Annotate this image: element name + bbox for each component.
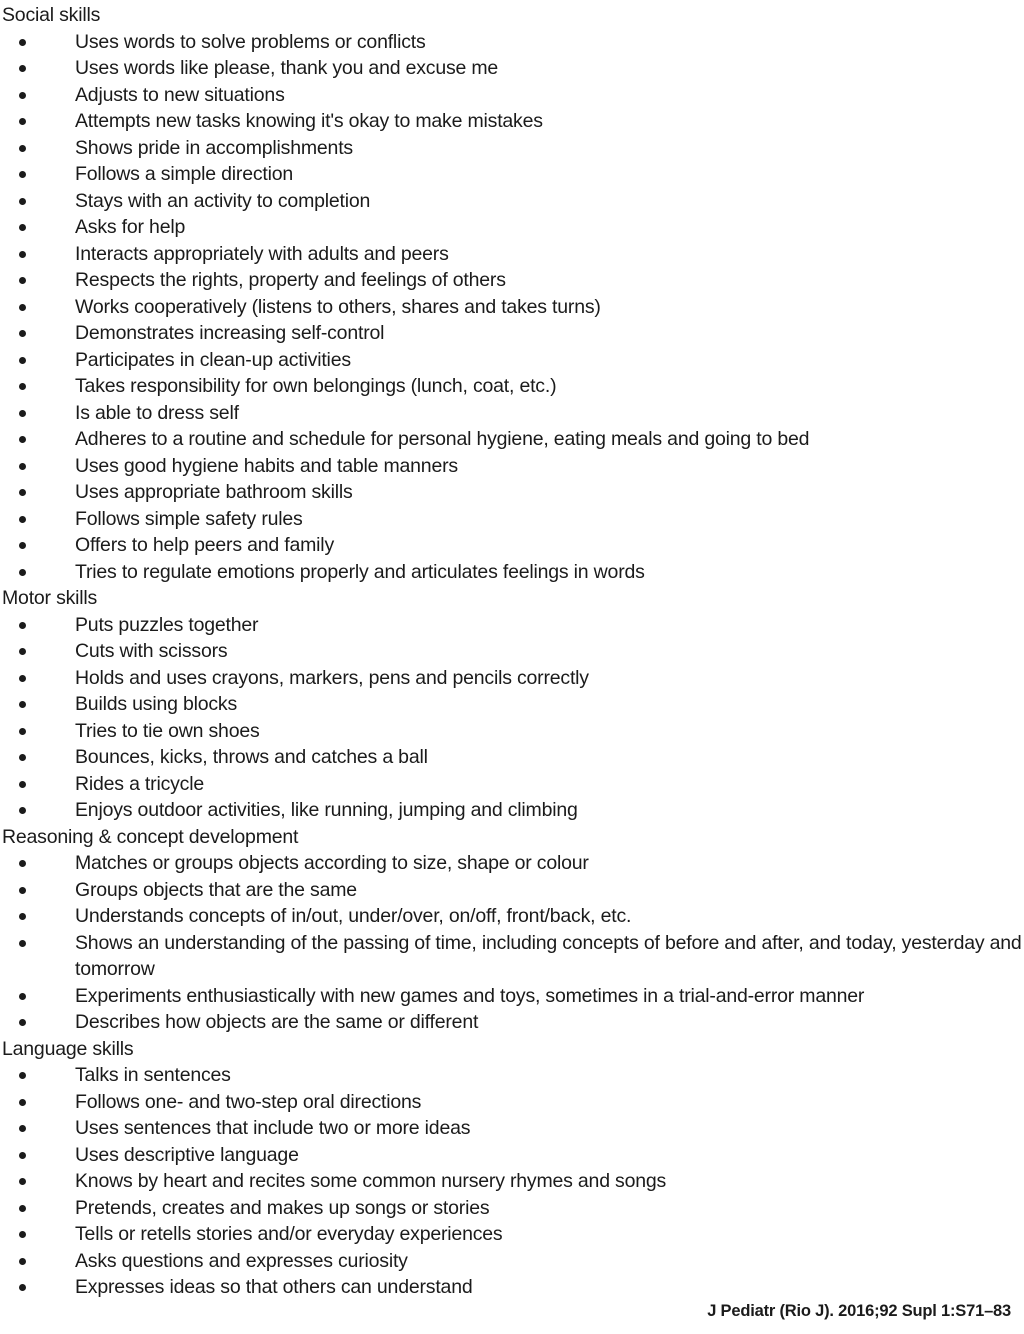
list-item-text: Adheres to a routine and schedule for personal hygiene, eating meals and going to bed — [75, 428, 810, 450]
bullet-icon — [19, 648, 26, 655]
list-item-text: Bounces, kicks, throws and catches a ball — [75, 746, 428, 768]
bullet-icon — [19, 277, 26, 284]
list-item-text: Cuts with scissors — [75, 640, 228, 662]
list-item-text: Groups objects that are the same — [75, 878, 357, 901]
list-item — [0, 135, 1024, 162]
list-item — [0, 612, 1024, 639]
bullet-icon — [19, 1019, 26, 1026]
list-item — [0, 373, 1024, 400]
list-item-text: Uses appropriate bathroom skills — [75, 481, 353, 503]
bullet-icon — [19, 92, 26, 99]
list-item-text: Uses good hygiene habits and table manners — [75, 454, 458, 477]
bullet-icon — [19, 65, 26, 72]
list-item — [0, 347, 1024, 374]
list-item — [0, 1142, 1024, 1169]
list-item — [0, 1062, 1024, 1089]
list-item — [0, 29, 1024, 56]
list-item-text: Tells or retells stories and/or everyday experiences — [75, 1223, 503, 1245]
bullet-icon — [19, 383, 26, 390]
list-item — [0, 214, 1024, 241]
bullet-icon — [19, 171, 26, 178]
list-item-text: Asks questions and expresses curiosity — [75, 1249, 408, 1272]
list-item-text: Stays with an activity to completion — [75, 189, 371, 212]
list-item — [0, 506, 1024, 533]
bullet-icon — [19, 1258, 26, 1265]
list-item — [0, 267, 1024, 294]
list-item-text: Works cooperatively (listens to others, shares and takes turns) — [75, 295, 601, 318]
list-item — [0, 479, 1024, 506]
bullet-icon — [19, 887, 26, 894]
list-item-text: Follows a simple direction — [75, 163, 294, 185]
list-item — [0, 82, 1024, 109]
bullet-icon — [19, 569, 26, 576]
bullet-icon — [19, 807, 26, 814]
bullet-icon — [19, 1231, 26, 1238]
bullet-icon — [19, 463, 26, 470]
list-item — [0, 718, 1024, 745]
bullet-icon — [19, 781, 26, 788]
bullet-icon — [19, 330, 26, 337]
list-item-text: Holds and uses crayons, markers, pens and pencils correctly — [75, 666, 589, 689]
section-heading-social-skills: Social skills — [2, 4, 101, 26]
bullet-icon — [19, 145, 26, 152]
list-item-text: Is able to dress self — [75, 401, 239, 424]
bullet-icon — [19, 436, 26, 443]
bullet-icon — [19, 913, 26, 920]
list-item — [0, 161, 1024, 188]
list-item-text: Uses words to solve problems or conflicts — [75, 30, 426, 53]
list-item-text: Builds using blocks — [75, 693, 238, 715]
list-item — [0, 744, 1024, 771]
list-item — [0, 108, 1024, 135]
bullet-icon — [19, 118, 26, 125]
bullet-icon — [19, 198, 26, 205]
list-item — [0, 930, 1024, 983]
list-item-text: Follows one- and two-step oral directions — [75, 1090, 422, 1113]
section-social-skills — [0, 2, 1024, 585]
list-item-text: Knows by heart and recites some common nursery rhymes and songs — [75, 1170, 667, 1192]
list-item-text: Attempts new tasks knowing it's okay to make mistakes — [75, 110, 543, 132]
list-item-text: Adjusts to new situations — [75, 83, 285, 106]
list-item-text: Uses descriptive language — [75, 1143, 299, 1166]
list-item-text: Shows pride in accomplishments — [75, 136, 353, 159]
list-item — [0, 1009, 1024, 1036]
list-item — [0, 1089, 1024, 1116]
bullet-icon — [19, 489, 26, 496]
list-item-text: Enjoys outdoor activities, like running, jumping and climbing — [75, 799, 578, 821]
list-item — [0, 453, 1024, 480]
list-item-text: Shows an understanding of the passing of time, including concepts of before and after, and today, yesterday and tomorrow — [75, 931, 1022, 980]
list-item — [0, 559, 1024, 586]
list-item — [0, 850, 1024, 877]
list-item — [0, 691, 1024, 718]
bullet-icon — [19, 940, 26, 947]
list-item-text: Matches or groups objects according to size, shape or colour — [75, 852, 589, 874]
bullet-icon — [19, 675, 26, 682]
bullet-icon — [19, 1072, 26, 1079]
list-item-text: Expresses ideas so that others can understand — [75, 1276, 473, 1298]
bullet-icon — [19, 1284, 26, 1291]
bullet-icon — [19, 542, 26, 549]
list-item-text: Offers to help peers and family — [75, 534, 334, 556]
bullet-icon — [19, 1125, 26, 1132]
list-item — [0, 1274, 1024, 1301]
section-reasoning-concept-development — [0, 824, 1024, 1036]
list-item-text: Tries to regulate emotions properly and articulates feelings in words — [75, 560, 645, 583]
bullet-icon — [19, 1205, 26, 1212]
section-heading-reasoning-concept-development: Reasoning & concept development — [2, 825, 299, 848]
bullet-icon — [19, 1178, 26, 1185]
bullet-icon — [19, 39, 26, 46]
list-item — [0, 877, 1024, 904]
bullet-icon — [19, 622, 26, 629]
list-item-text: Uses sentences that include two or more ideas — [75, 1117, 471, 1139]
list-item — [0, 294, 1024, 321]
bullet-icon — [19, 754, 26, 761]
list-item — [0, 771, 1024, 798]
list-item-text: Takes responsibility for own belongings (lunch, coat, etc.) — [75, 375, 557, 397]
list-item-text: Pretends, creates and makes up songs or stories — [75, 1196, 490, 1219]
list-item — [0, 1115, 1024, 1142]
section-motor-skills — [0, 585, 1024, 824]
list-item-text: Talks in sentences — [75, 1064, 231, 1086]
list-item — [0, 903, 1024, 930]
bullet-icon — [19, 224, 26, 231]
list-item-text: Tries to tie own shoes — [75, 719, 260, 742]
list-item-text: Puts puzzles together — [75, 613, 259, 636]
bullet-icon — [19, 701, 26, 708]
list-item-text: Uses words like please, thank you and excuse me — [75, 57, 499, 79]
bullet-icon — [19, 1099, 26, 1106]
bullet-icon — [19, 516, 26, 523]
list-item — [0, 983, 1024, 1010]
list-item — [0, 532, 1024, 559]
section-language-skills — [0, 1036, 1024, 1301]
list-item-text: Asks for help — [75, 216, 186, 238]
list-item — [0, 55, 1024, 82]
list-item-text: Interacts appropriately with adults and peers — [75, 242, 449, 265]
list-item — [0, 665, 1024, 692]
list-item — [0, 1168, 1024, 1195]
list-item — [0, 638, 1024, 665]
list-item — [0, 797, 1024, 824]
list-item — [0, 320, 1024, 347]
list-item-text: Describes how objects are the same or different — [75, 1011, 479, 1033]
section-heading-language-skills: Language skills — [2, 1037, 134, 1060]
bullet-icon — [19, 1152, 26, 1159]
list-item-text: Participates in clean-up activities — [75, 348, 351, 371]
bullet-icon — [19, 251, 26, 258]
list-item — [0, 1248, 1024, 1275]
list-item-text: Follows simple safety rules — [75, 507, 303, 530]
list-item — [0, 188, 1024, 215]
list-item-text: Rides a tricycle — [75, 772, 205, 795]
bullet-icon — [19, 860, 26, 867]
list-item — [0, 1195, 1024, 1222]
list-item-text: Demonstrates increasing self-control — [75, 322, 385, 344]
bullet-icon — [19, 993, 26, 1000]
section-heading-motor-skills: Motor skills — [2, 587, 98, 609]
list-item-text: Respects the rights, property and feelings of others — [75, 269, 506, 291]
journal-citation: J Pediatr (Rio J). 2016;92 Supl 1:S71–83 — [707, 1302, 1011, 1320]
bullet-icon — [19, 728, 26, 735]
bullet-icon — [19, 357, 26, 364]
list-item — [0, 1221, 1024, 1248]
list-item — [0, 426, 1024, 453]
bullet-icon — [19, 410, 26, 417]
list-item-text: Experiments enthusiastically with new games and toys, sometimes in a trial-and-error manner — [75, 984, 865, 1007]
list-item-text: Understands concepts of in/out, under/over, on/off, front/back, etc. — [75, 905, 632, 927]
bullet-icon — [19, 304, 26, 311]
list-item — [0, 241, 1024, 268]
list-item — [0, 400, 1024, 427]
